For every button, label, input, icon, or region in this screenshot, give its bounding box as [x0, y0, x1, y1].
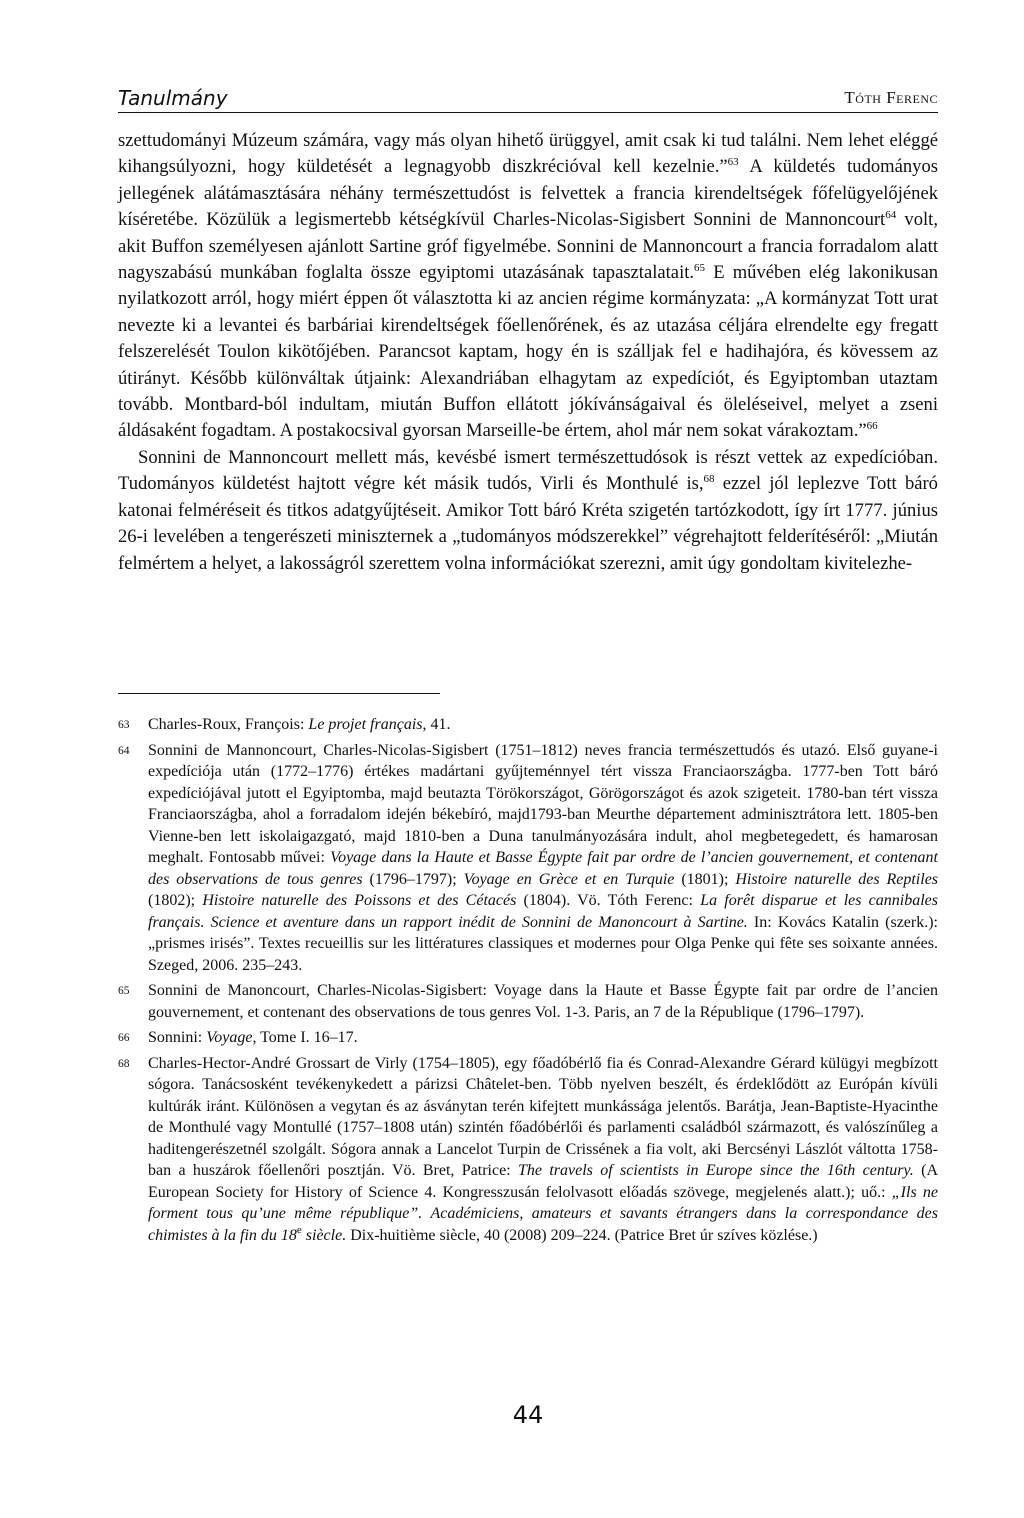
title-italic: Voyage, [206, 1029, 257, 1046]
title-italic: Voyage dans la Haute et Basse Égypte fait par ordre de l’ancien gouvernement, et contenant des observations de tous genres [148, 849, 938, 888]
footnote-65 [118, 980, 938, 1023]
running-head [118, 86, 938, 113]
text-run: Sonnini de Manoncourt, Charles-Nicolas-Sigisbert: Voyage dans la Haute et Basse Égypte fait par ordre de l’ancien gouvernement, et contenant des observations de tous genres Vol. 1-3. Paris, an 7 de la République (1796–1797). [148, 982, 938, 1021]
footnote-number: 65 [118, 985, 130, 997]
footnote-ref-65[interactable]: 65 [694, 262, 706, 275]
text-run: volt, akit Buffon személyesen ajánlott Sartine gróf figyelmébe. Sonnini de Mannoncourt a francia forradalom alatt nagyszabású munkában foglalta össze egyiptomi utazásának tapasztalatait. [118, 209, 938, 284]
footnote-ref-64[interactable]: 64 [885, 209, 897, 222]
footnote-ref-68[interactable]: 68 [703, 473, 715, 486]
paragraph-1 [118, 128, 938, 445]
text-run: A küldetés tudományos jellegének alátámasztására néhány természettudóst is felvettek a francia kirendeltségek főfelügyelőjének kíséretébe. Közülük a legismertebb kétségkívül Charles-Nicolas-Sigisbert Sonnini de Mannoncourt [118, 156, 939, 231]
page-number: 44 [512, 1401, 544, 1429]
text-run: (1796–1797); [362, 870, 464, 888]
text-run: Dix-huitième siècle, 40 (2008) 209–224. (Patrice Bret úr szíves közlése.) [346, 1226, 818, 1244]
text-run: , 41. [422, 716, 451, 733]
footnote-number: 64 [118, 744, 130, 757]
text-run: ezzel jól leplezve Tott báró katonai felméréseit és titkos adatgyűjtéseit. Amikor Tott báró Kréta szigetén tartózkodott, így írt 1777. június 26-i levelében a tengerészeti miniszternek a „tudományos módszerekkel” végrehajtott felderítéséről: „Miután felmértem a helyet, a lakosságról szerettem volna információkat szerezni, amit úgy gondoltam kivitelezhe- [118, 473, 938, 574]
superscript: e [296, 1223, 302, 1236]
title-italic: La forêt disparue et les cannibales français. Science et aventure dans un rapport inédit de Sonnini de Manoncourt à Sartine. [148, 892, 938, 931]
footnote-63 [118, 714, 938, 736]
footnote-ref-66[interactable]: 66 [866, 420, 878, 433]
text-run: (1801); [674, 870, 736, 888]
text-run: Sonnini de Mannoncourt, Charles-Nicolas-Sigisbert (1751–1812) neves francia természettudós és utazó. Első guyane-i expedíciója után (1772–1776) értékes madártani gyűjteménnyel tért vissza Franciaországba. 1777-ben Tott báró expedíciójával jutott el Egyiptomba, majd beutazta Törökországot, Görögországot és azok szigeteit. 1780-ban tért vissza Franciaországba, ahol a forradalom idején békebíró, majd1793-ban Meurthe département adminisztrátora lett. 1805-ben Vienne-ben lett iskolaigazgató, majd 1810-ben a Duna tanulmányozására indult, ahol megbetegedett, és hamarosan meghalt. Fontosabb művei: [148, 741, 938, 866]
paragraph-2 [118, 445, 938, 577]
footnote-number: 66 [118, 1032, 130, 1044]
title-italic: Histoire naturelle des Poissons et des Cétacés [202, 892, 517, 909]
footnotes [118, 714, 938, 1250]
title-italic: The travels of scientists in Europe since the 16th century. [518, 1162, 914, 1179]
author-name: Tóth Ferenc [844, 88, 938, 107]
title-italic: Le projet français [308, 716, 423, 733]
title-italic: Histoire naturelle des Reptiles [735, 870, 939, 888]
text-run: Sonnini: [148, 1029, 207, 1046]
title-italic: Voyage en Grèce et en Turquie [463, 870, 675, 888]
footnote-separator [118, 693, 440, 694]
text-run: Charles-Roux, François: [148, 716, 309, 733]
text-run: E művében elég lakonikusan nyilatkozott arról, hogy miért éppen őt választotta ki az ancien régime kormányzata: „A kormányzat Tott urat nevezte ki a levantei és barbáriai kirendeltségek főellenőrének, és az utazása céljára elrendelte egy fregatt felszerelését Toulon kikötőjében. Parancsot kaptam, hogy én is szálljak fel e hadihajóra, és kövessem az útirányt. Később különváltak útjaink: Alexandriában elhagytam az expedíciót, és Egyiptomban utaztam tovább. Montbard-ból indultam, miután Buffon ellátott jókívánságaival és öleléseivel, melyet a zseni áldásaként fogadtam. A postakocsival gyorsan Marseille-be értem, ahol már nem sokat várakoztam.” [118, 262, 938, 442]
body-text [118, 128, 938, 577]
footnote-number: 63 [118, 719, 130, 731]
text-run: (1802); [148, 892, 203, 909]
text-run: (A European Society for History of Science 4. Kongresszusán felolvasott előadás szövege, megjelenés alatt.); uő.: [148, 1162, 939, 1201]
footnote-68 [118, 1053, 938, 1247]
footnote-number: 68 [118, 1057, 130, 1070]
text-run: Tome I. 16–17. [256, 1029, 358, 1046]
text-run: Sonnini de Mannoncourt mellett más, kevésbé ismert természettudósok is részt vettek az expedícióban. Tudományos küldetést hajtott végre két másik tudós, Virli és Monthulé is, [118, 446, 938, 495]
footnote-64 [118, 740, 938, 977]
text-run: In: Kovács Katalin (szerk.): „prismes irisés”. Textes recueillis sur les littératures classiques et modernes pour Olga Penke qui fête ses soixante années. Szeged, 2006. 235–243. [148, 913, 938, 974]
title-italic: „Ils ne forment tous qu’une même république”. Académiciens, amateurs et savants étrangers dans la correspondance des chimistes à la fin du 18 [148, 1183, 939, 1244]
footnote-66 [118, 1027, 938, 1049]
footnote-ref-63[interactable]: 63 [727, 156, 739, 169]
text-run: Charles-Hector-André Grossart de Virly (1754–1805), egy főadóbérlő fia és Conrad-Alexandre Gérard külügyi megbízott sógora. Tanácsosként tevékenykedett a párizsi Châtelet-ben. Több nyelven beszélt, és érdeklődött az Európán kívüli kultúrák iránt. Különösen a vegytan és az ásványtan terén kifejtett munkássága jelentős. Barátja, Jean-Baptiste-Hyacinthe de Monthulé vagy Montullé (1757–1808 után) szintén főadóbérlői és parlamenti családból származott, és valószínűleg a haditengerészetnél szolgált. Sógora annak a Lancelot Turpin de Crissének a fia volt, aki Bercsényi Lászlót váltotta 1758-ban a huszárok főellenőri posztján. Vö. Bret, Patrice: [148, 1054, 938, 1179]
text-run: (1804). Vö. Tóth Ferenc: [516, 892, 701, 909]
section-title: Tanulmány [118, 86, 228, 110]
text-run: szettudományi Múzeum számára, vagy más olyan hihető ürüggyel, amit csak ki tud találni. Nem lehet eléggé kihangsúlyozni, hogy küldetését a legnagyobb diszkrécióval kell kezelnie.” [118, 130, 938, 178]
title-italic: siècle. [301, 1226, 347, 1244]
